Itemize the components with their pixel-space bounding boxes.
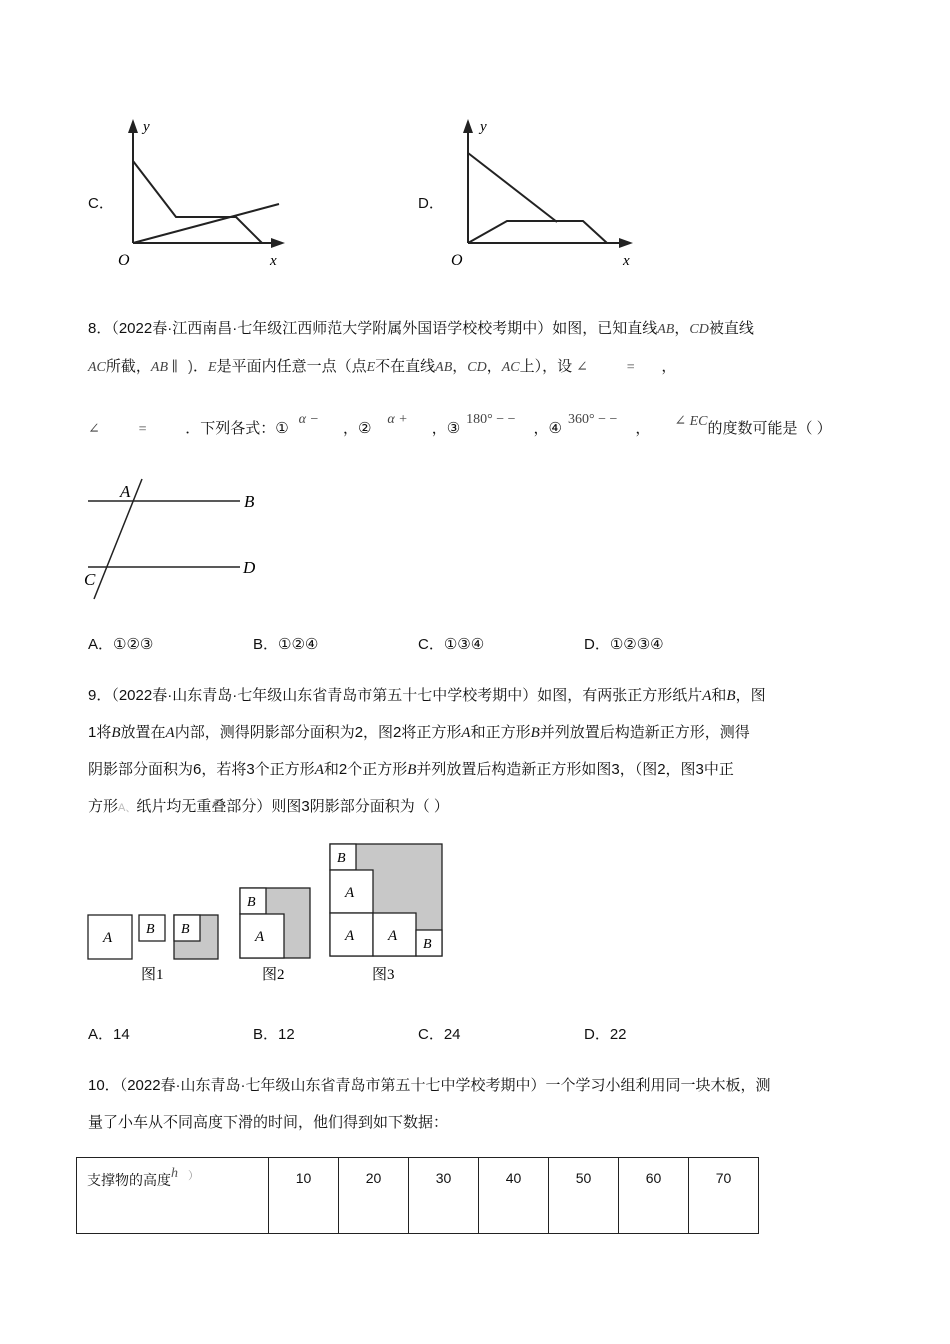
table-header-label: 支撑物的高度	[87, 1172, 171, 1188]
q8-e: E	[208, 360, 217, 375]
q8-angle: ∠	[88, 422, 100, 437]
fig3-label-a-bottom-1: A	[345, 928, 355, 944]
q8-text: 的度数可能是（ ）	[707, 420, 832, 437]
q8-cd: CD	[689, 322, 709, 337]
graph-d-y-label: y	[480, 119, 487, 135]
q8-formula-4: 360° − −	[567, 412, 618, 427]
q8-paren: )	[187, 358, 193, 375]
q9-line-3	[88, 752, 888, 788]
graph-c-y-arrow	[128, 119, 138, 133]
q9-line-2	[88, 715, 888, 751]
graph-d-x-arrow	[619, 238, 633, 248]
q8-eq: =	[625, 360, 636, 375]
graph-d-curve-1	[468, 153, 557, 222]
q7-option-d-label: D．	[418, 195, 444, 212]
label-c: C	[84, 570, 96, 589]
q8-cd: CD	[467, 360, 487, 375]
q8-option-c[interactable]: C．①③④	[418, 636, 485, 653]
label-a: A	[120, 482, 131, 501]
q8-text: ．下列各式：①	[185, 420, 289, 437]
q8-angle-bec: ∠ EC	[674, 414, 708, 429]
q10-line-2	[88, 1105, 868, 1140]
q8-text: ，	[661, 358, 677, 375]
table-header-var: h	[171, 1166, 178, 1181]
q9-var-a: A	[165, 725, 175, 741]
q8-formula-2: α +	[387, 412, 408, 427]
q9-text: 方形	[88, 798, 119, 815]
fig3-label-b-bottom: B	[423, 937, 432, 952]
q9-text: 并列放置后构造新正方形如图3，（图2，图3中正	[416, 761, 734, 778]
graph-d-y-arrow	[463, 119, 473, 133]
q8-ab: AB	[657, 322, 675, 337]
fig2-label-b: B	[247, 895, 256, 910]
q9-line-4	[88, 789, 868, 826]
table-cell: 70	[689, 1158, 759, 1234]
q10-text: 量了小车从不同高度下滑的时间，他们得到如下数据：	[88, 1114, 449, 1131]
q8-line-3	[88, 411, 888, 447]
q8-text: ，②	[342, 420, 372, 437]
q8-ac: AC	[501, 360, 520, 375]
q9-figure	[80, 838, 450, 988]
table-cell: 60	[619, 1158, 689, 1234]
graph-d-origin: O	[451, 252, 463, 269]
label-d: D	[243, 558, 256, 577]
table-cell: 20	[339, 1158, 409, 1234]
q9-text: ，图	[735, 687, 766, 704]
q9-var-b: B	[726, 688, 736, 704]
q8-text: ，③	[431, 420, 461, 437]
fig1-label-b: B	[146, 922, 155, 937]
q9-var-b: B	[530, 725, 540, 741]
graph-c-origin: O	[118, 252, 130, 269]
table-row	[77, 1158, 759, 1234]
q8-text: ，	[486, 358, 502, 375]
caption-fig2: 图2	[262, 967, 285, 983]
graph-c-x-arrow	[271, 238, 285, 248]
q9-var-a: A	[461, 725, 471, 741]
graph-c-curve-1	[133, 161, 262, 243]
q8-text: 不在直线	[375, 358, 436, 375]
q9-text: 1将	[88, 724, 112, 741]
table-cell: 10	[269, 1158, 339, 1234]
q8-option-d[interactable]: D．①②③④	[584, 636, 664, 653]
q8-e: E	[366, 360, 376, 375]
q10-data-table	[76, 1157, 759, 1234]
q8-text: 上），设	[519, 358, 573, 375]
q8-text: 所截，	[105, 358, 151, 375]
q9-var-b: B	[111, 725, 121, 741]
q9-text: （2022春·山东青岛·七年级山东省青岛市第五十七中学校考期中）如图，有两张正方形纸片	[111, 687, 703, 704]
q8-text: 被直线	[708, 320, 754, 337]
q9-text: 和	[711, 687, 727, 704]
q9-option-c[interactable]: C．24	[418, 1026, 461, 1043]
q9-text: 内部，测得阴影部分面积为2，图2将正方形	[174, 724, 462, 741]
q9-text: 放置在	[120, 724, 166, 741]
q8-angle: ∠	[576, 360, 588, 375]
q10-number: 10．	[88, 1077, 120, 1094]
q8-number: 8．	[88, 320, 112, 337]
fig1-label-a: A	[103, 930, 113, 946]
q7-graph-d	[445, 115, 640, 275]
q8-formula-3: 180° − −	[466, 412, 516, 427]
table-header-cell	[77, 1158, 269, 1234]
q9-var-a: A	[314, 762, 324, 778]
q8-ac: AC	[88, 360, 106, 375]
q9-text: 纸片均无重叠部分）则图3阴影部分面积为（ ）	[136, 798, 449, 815]
q8-parallel: AB ∥	[150, 360, 178, 375]
q8-sep: ，	[674, 320, 690, 337]
q8-text: ，	[452, 358, 468, 375]
q8-line-2	[88, 349, 868, 385]
table-header-unit: ）	[188, 1170, 199, 1182]
q8-text: ．	[192, 358, 208, 375]
q10-line-1	[88, 1068, 888, 1103]
table-cell: 40	[479, 1158, 549, 1234]
q8-eq: =	[137, 422, 148, 437]
q9-option-d[interactable]: D．22	[584, 1026, 627, 1043]
line-ac	[94, 479, 142, 599]
caption-fig1: 图1	[141, 967, 164, 983]
graph-d-x-label: x	[623, 253, 630, 269]
q8-figure	[80, 475, 280, 605]
q9-var-b: B	[407, 762, 417, 778]
fig2-label-a: A	[255, 929, 265, 945]
q9-text: 和2个正方形	[323, 761, 408, 778]
q8-source: （2022春·江西南昌·七年级江西师范大学附属外国语学校校考期中）	[111, 320, 553, 337]
fig3-label-a-bottom-2: A	[388, 928, 398, 944]
q8-text: ，④	[533, 420, 562, 437]
q8-ab: AB	[435, 360, 453, 375]
q8-line-1	[88, 311, 868, 347]
fig3-label-b-top: B	[337, 851, 346, 866]
q9-text: 阴影部分面积为6，若将3个正方形	[88, 761, 315, 778]
q8-text: ，	[635, 420, 651, 437]
graph-c-y-label: y	[143, 119, 150, 135]
table-cell: 50	[549, 1158, 619, 1234]
q9-option-a[interactable]: A．14	[88, 1026, 130, 1043]
q8-formula-1: α −	[298, 412, 319, 427]
fig1-inner-label-b: B	[181, 922, 190, 937]
q7-graph-c	[110, 115, 295, 275]
q8-option-b[interactable]: B．①②④	[253, 636, 319, 653]
q10-text: （2022春·山东青岛·七年级山东省青岛市第五十七中学校考期中）一个学习小组利用同一块木板，测	[119, 1077, 771, 1094]
q9-option-b[interactable]: B．12	[253, 1026, 295, 1043]
q9-text: 和正方形	[470, 724, 531, 741]
graph-c-x-label: x	[270, 253, 277, 269]
q8-text: 是平面内任意一点（点	[216, 358, 367, 375]
label-b: B	[244, 492, 255, 511]
q9-var-a: A	[702, 688, 712, 704]
fig3-label-a-mid: A	[345, 885, 355, 901]
q7-option-c-label: C．	[88, 195, 114, 212]
table-cell: 30	[409, 1158, 479, 1234]
q8-option-a[interactable]: A．①②③	[88, 636, 154, 653]
q9-line-1	[88, 678, 888, 714]
q9-text: 并列放置后构造新正方形，测得	[539, 724, 750, 741]
caption-fig3: 图3	[372, 967, 395, 983]
q9-number: 9．	[88, 687, 112, 704]
q9-faint-text: A、	[118, 802, 137, 814]
q8-text: 如图，已知直线	[552, 320, 658, 337]
graph-d-curve-2	[468, 221, 607, 243]
